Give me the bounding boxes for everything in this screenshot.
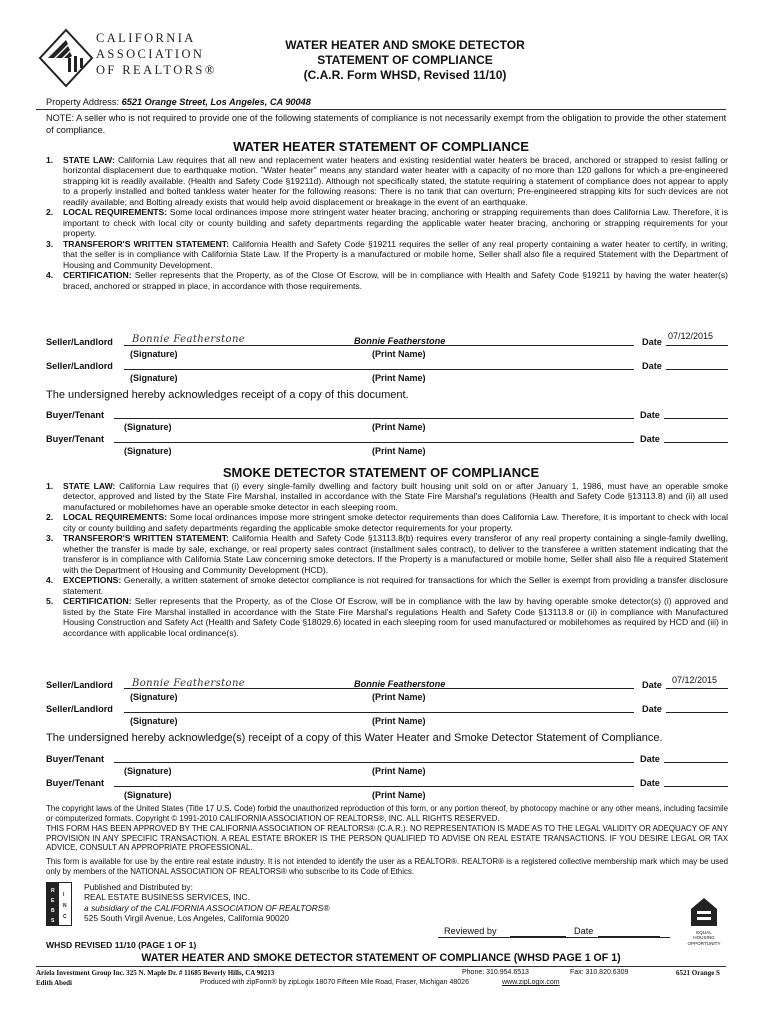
date-label: Date: [642, 704, 662, 714]
copyright-notice: The copyright laws of the United States (Title 17 U.S. Code) forbid the unauthorized reproduction of this form, or any portion thereof, by photocopy machine or any other means, including facsimile or computerized formats. Copyright © 1991-2010 CALIFORNIA ASSOCIATION OF REALTORS®, INC. ALL RIGHTS RESERVED.: [46, 804, 728, 823]
date-line[interactable]: [664, 409, 728, 419]
acknowledgement-2: The undersigned hereby acknowledge(s) receipt of a copy of this Water Heater and Smoke Detector Statement of Compliance.: [46, 732, 663, 744]
item-title: TRANSFEROR'S WRITTEN STATEMENT:: [63, 533, 229, 544]
car-logo-text: [96, 30, 217, 78]
signature-caption: (Signature): [124, 790, 172, 800]
list-item: [46, 481, 728, 512]
print-name-caption: (Print Name): [372, 692, 426, 702]
signature-caption: (Signature): [130, 349, 178, 359]
svg-text:E: E: [51, 898, 55, 904]
item-number: 4.: [46, 270, 54, 281]
smoke-detector-heading: SMOKE DETECTOR STATEMENT OF COMPLIANCE: [222, 465, 540, 480]
signature-caption: (Signature): [130, 692, 178, 702]
smoke-detector-list: [46, 481, 728, 638]
buyer-label: Buyer/Tenant: [46, 778, 105, 788]
divider: [36, 109, 726, 110]
item-title: CERTIFICATION:: [63, 270, 132, 281]
list-item: [46, 512, 728, 533]
item-title: TRANSFEROR'S WRITTEN STATEMENT:: [63, 238, 229, 249]
car-logo: [38, 28, 263, 92]
equal-housing-line-1: EQUAL HOUSING: [693, 929, 715, 941]
seller-signature-line[interactable]: [124, 703, 634, 713]
publisher-line-1: Published and Distributed by:: [84, 882, 193, 892]
signature-caption: (Signature): [124, 422, 172, 432]
reviewed-by-line[interactable]: [510, 926, 566, 937]
review-date-label: Date: [574, 926, 594, 936]
property-address-label: Property Address:: [46, 97, 120, 107]
print-name-caption: (Print Name): [372, 446, 426, 456]
date-label: Date: [642, 337, 662, 347]
logo-line-3: OF REALTORS®: [96, 63, 217, 77]
equal-housing-logo: [686, 896, 722, 946]
usage-notice: This form is available for use by the entire real estate industry. It is not intended to identify the user as a REALTOR®. REALTOR® is a registered collective membership mark which may be used only by members of the NATIONAL ASSOCIATION OF REALTORS® who subscribe to its Code of Ethics.: [46, 857, 728, 876]
seller-signature: Bonnie Featherstone: [132, 334, 246, 345]
company-phone: Phone: 310.954.6513: [462, 969, 529, 976]
logo-line-1: CALIFORNIA: [96, 31, 196, 45]
buyer-signature-line[interactable]: [114, 433, 634, 443]
buyer-label: Buyer/Tenant: [46, 410, 105, 420]
seller-label: Seller/Landlord: [46, 704, 113, 714]
signature-caption: (Signature): [130, 373, 178, 383]
seller-label: Seller/Landlord: [46, 337, 113, 347]
svg-text:R: R: [51, 888, 55, 894]
svg-text:I: I: [63, 892, 65, 898]
svg-text:N: N: [63, 903, 67, 909]
item-title: EXCEPTIONS:: [63, 575, 122, 586]
seller-print-name: Bonnie Featherstone: [354, 679, 446, 689]
date-label: Date: [640, 754, 660, 764]
form-title: [260, 38, 550, 83]
item-title: LOCAL REQUIREMENTS:: [63, 207, 168, 218]
print-name-caption: (Print Name): [372, 790, 426, 800]
item-text: Seller represents that the Property, as of the Close Of Escrow, will be in compliance with Health and Safety Code §19211 by having the water heater(s) braced, anchored or strapped in place, in accordance with those requirements.: [63, 270, 728, 291]
date-label: Date: [642, 680, 662, 690]
seller-signature-line[interactable]: [124, 360, 634, 370]
date-line[interactable]: [664, 753, 728, 763]
date-line[interactable]: [664, 433, 728, 443]
publisher-line-3: a subsidiary of the CALIFORNIA ASSOCIATION OF REALTORS®: [84, 902, 330, 913]
print-name-caption: (Print Name): [372, 349, 426, 359]
reviewed-by-label: Reviewed by: [444, 926, 497, 936]
item-title: STATE LAW:: [63, 155, 115, 165]
list-item: [46, 270, 728, 291]
produced-by: Produced with zipForm® by zipLogix 18070 Fifteen Mile Road, Fraser, Michigan 48026: [200, 979, 469, 986]
seller-print-name: Bonnie Featherstone: [354, 336, 446, 346]
seller-date: 07/12/2015: [672, 675, 718, 685]
footer-title: WATER HEATER AND SMOKE DETECTOR STATEMENT OF COMPLIANCE (WHSD PAGE 1 OF 1): [141, 952, 621, 964]
item-text: Some local ordinances impose more stringent water heater bracing, anchoring or strapping requirements than does California Law. Therefore, it is important to check with local city or county building and safety departments regarding the applicable water heater bracing, anchoring or strapping requirements for your property.: [63, 207, 729, 239]
equal-housing-icon: [689, 896, 719, 928]
agent-name: Edith Abedi: [36, 979, 72, 987]
signature-caption: (Signature): [130, 716, 178, 726]
review-date-line[interactable]: [598, 926, 660, 937]
car-logo-mark-icon: [38, 28, 94, 88]
item-text: California Law requires that all new and replacement water heaters and existing residential water heaters be braced, anchored or strapped to resist falling or horizontal displacement due to earthquake motion. "Water heater" means any standard water heater with a capacity of no more than 120 gallons for which a pre-engineered strapping kit is readily available. (Health and Safety Code §19211d). Although not specifically stated, the statute requiring a statement of compliance does not appear to apply to a properly installed and bolted tankless water heater for the following reasons: There is no tank that can overturn; Pre-engineered strapping kits for such devices are not readily available; and Bolting already exists that would help avoid displacement or breakage in the event of an earthquake.: [63, 155, 728, 207]
water-heater-heading: WATER HEATER STATEMENT OF COMPLIANCE: [233, 139, 529, 154]
date-label: Date: [642, 361, 662, 371]
buyer-signature-line[interactable]: [114, 753, 634, 763]
buyer-label: Buyer/Tenant: [46, 754, 105, 764]
seller-label: Seller/Landlord: [46, 361, 113, 371]
list-item: [46, 596, 728, 638]
item-title: STATE LAW:: [63, 481, 116, 491]
signature-caption: (Signature): [124, 766, 172, 776]
item-text: California Law requires that (i) every single-family dwelling and factory built housing unit sold on or after January 1, 1986, must have an operable smoke detector, approved and listed by the State Fire Marshal, installed in accordance with the State Fire Marshal's regulations (Health and Safety Code §13113.8) and (ii) all used manufactured or mobilehomes have an operable smoke detector in each sleeping room.: [63, 481, 728, 512]
item-number: 1.: [46, 155, 54, 165]
rebs-logo-icon: [46, 882, 72, 926]
signature-caption: (Signature): [124, 446, 172, 456]
publisher-line-4: 525 South Virgil Avenue, Los Angeles, California 90020: [84, 913, 290, 924]
date-label: Date: [640, 410, 660, 420]
item-title: CERTIFICATION:: [63, 596, 132, 607]
print-name-caption: (Print Name): [372, 766, 426, 776]
item-number: 3.: [46, 533, 54, 544]
item-text: Generally, a written statement of smoke detector compliance is not required for transactions for which the Seller is exempt from providing a transfer disclosure statement.: [63, 575, 728, 596]
form-id: (C.A.R. Form WHSD, Revised 11/10): [303, 68, 507, 82]
property-address-value[interactable]: 6521 Orange Street, Los Angeles, CA 90048: [121, 97, 311, 107]
buyer-signature-line[interactable]: [114, 409, 634, 419]
date-label: Date: [640, 434, 660, 444]
list-item: [46, 239, 728, 270]
buyer-signature-line[interactable]: [114, 777, 634, 787]
date-line[interactable]: [666, 703, 728, 713]
print-name-caption: (Print Name): [372, 373, 426, 383]
ziplogix-link[interactable]: www.zipLogix.com: [502, 979, 560, 986]
title-line-2: STATEMENT OF COMPLIANCE: [317, 53, 493, 67]
svg-text:C: C: [63, 914, 67, 920]
item-text: Some local ordinances impose more stringent smoke detector requirements than does California Law. Therefore, it is important to check with local city or county building and safety departments regarding the applicable smoke detector requirements for your property.: [63, 512, 729, 533]
item-number: 5.: [46, 596, 54, 607]
buyer-label: Buyer/Tenant: [46, 434, 105, 444]
item-number: 4.: [46, 575, 54, 586]
item-number: 2.: [46, 512, 54, 523]
svg-text:S: S: [51, 918, 55, 924]
approval-notice: THIS FORM HAS BEEN APPROVED BY THE CALIFORNIA ASSOCIATION OF REALTORS® (C.A.R.). NO REPRESENTATION IS MADE AS TO THE LEGAL VALIDITY OR ADEQUACY OF ANY PROVISION IN ANY SPECIFIC TRANSACTION. A REAL ESTATE BROKER IS THE PERSON QUALIFIED TO ADVISE ON REAL ESTATE TRANSACTIONS. IF YOU DESIRE LEGAL OR TAX ADVICE, CONSULT AN APPROPRIATE PROFESSIONAL.: [46, 824, 728, 853]
equal-housing-line-2: OPPORTUNITY: [687, 940, 721, 946]
note-text: NOTE: A seller who is not required to provide one of the following statements of compliance is not necessarily exempt from the obligation to provide the other statement of compliance.: [46, 113, 727, 135]
print-name-caption: (Print Name): [372, 422, 426, 432]
acknowledgement-1: The undersigned hereby acknowledges receipt of a copy of this document.: [46, 389, 409, 401]
print-name-caption: (Print Name): [372, 716, 426, 726]
item-number: 3.: [46, 238, 54, 249]
revision-label: WHSD REVISED 11/10 (PAGE 1 OF 1): [46, 940, 197, 950]
list-item: [46, 207, 728, 238]
date-line[interactable]: [664, 777, 728, 787]
item-title: LOCAL REQUIREMENTS:: [63, 512, 168, 523]
seller-date: 07/12/2015: [668, 331, 714, 341]
svg-text:B: B: [51, 908, 55, 914]
date-label: Date: [640, 778, 660, 788]
document-name: 6521 Orange S: [676, 969, 720, 977]
item-number: 2.: [46, 207, 54, 218]
property-address: [46, 97, 311, 108]
item-number: 1.: [46, 481, 54, 491]
list-item: [46, 575, 728, 596]
divider: [36, 966, 726, 967]
date-line[interactable]: [666, 360, 728, 370]
seller-signature: Bonnie Featherstone: [132, 678, 246, 689]
publisher-line-2: REAL ESTATE BUSINESS SERVICES, INC.: [84, 892, 250, 903]
water-heater-list: [46, 155, 728, 291]
item-text: California Health and Safety Code §13113.8(b) requires every transferor of any real property containing a single-family dwelling, whether the transfer is made by sale, exchange, or real property sales contract (installment sales contract), to deliver to the transferee a written statement indicating that the transferor is in compliance with California State Law concerning smoke detectors. If the Property is a manufactured or mobile home, Seller shall also file a required Statement with the Department of Housing and Community Development (HCD).: [63, 533, 729, 575]
logo-line-2: ASSOCIATION: [96, 47, 205, 61]
company-fax: Fax: 310.820.6309: [570, 969, 629, 976]
list-item: [46, 533, 728, 575]
publisher-info: [84, 882, 330, 924]
seller-label: Seller/Landlord: [46, 680, 113, 690]
title-line-1: WATER HEATER AND SMOKE DETECTOR: [285, 38, 525, 52]
item-text: Seller represents that the Property, as of the Close Of Escrow, will be in compliance with the law by having operable smoke detector(s) (i) approved and listed by the State Fire Marshal installed in accordance with the State Fire Marshal's regulations Health and Safety Code §13113.8 or (ii) in compliance with Manufactured Housing Construction and Safety Act (Health and Safety Code §18029.6) located in each sleeping room for used manufactured or mobilehomes as required by HCD and (iii) in accordance with applicable local ordinance(s).: [63, 596, 729, 638]
item-text: California Health and Safety Code §19211 requires the seller of any real property containing a water heater to certify, in writing, that the seller is in compliance with California State Law. If the Property is a manufactured or mobile home, Seller shall also file a required Statement with the Department of Housing and Community Development.: [63, 238, 728, 270]
company-info: Ariela Investment Group Inc. 325 N. Maple Dr. # 11685 Beverly Hills, CA 90213: [36, 969, 275, 977]
list-item: [46, 155, 728, 207]
